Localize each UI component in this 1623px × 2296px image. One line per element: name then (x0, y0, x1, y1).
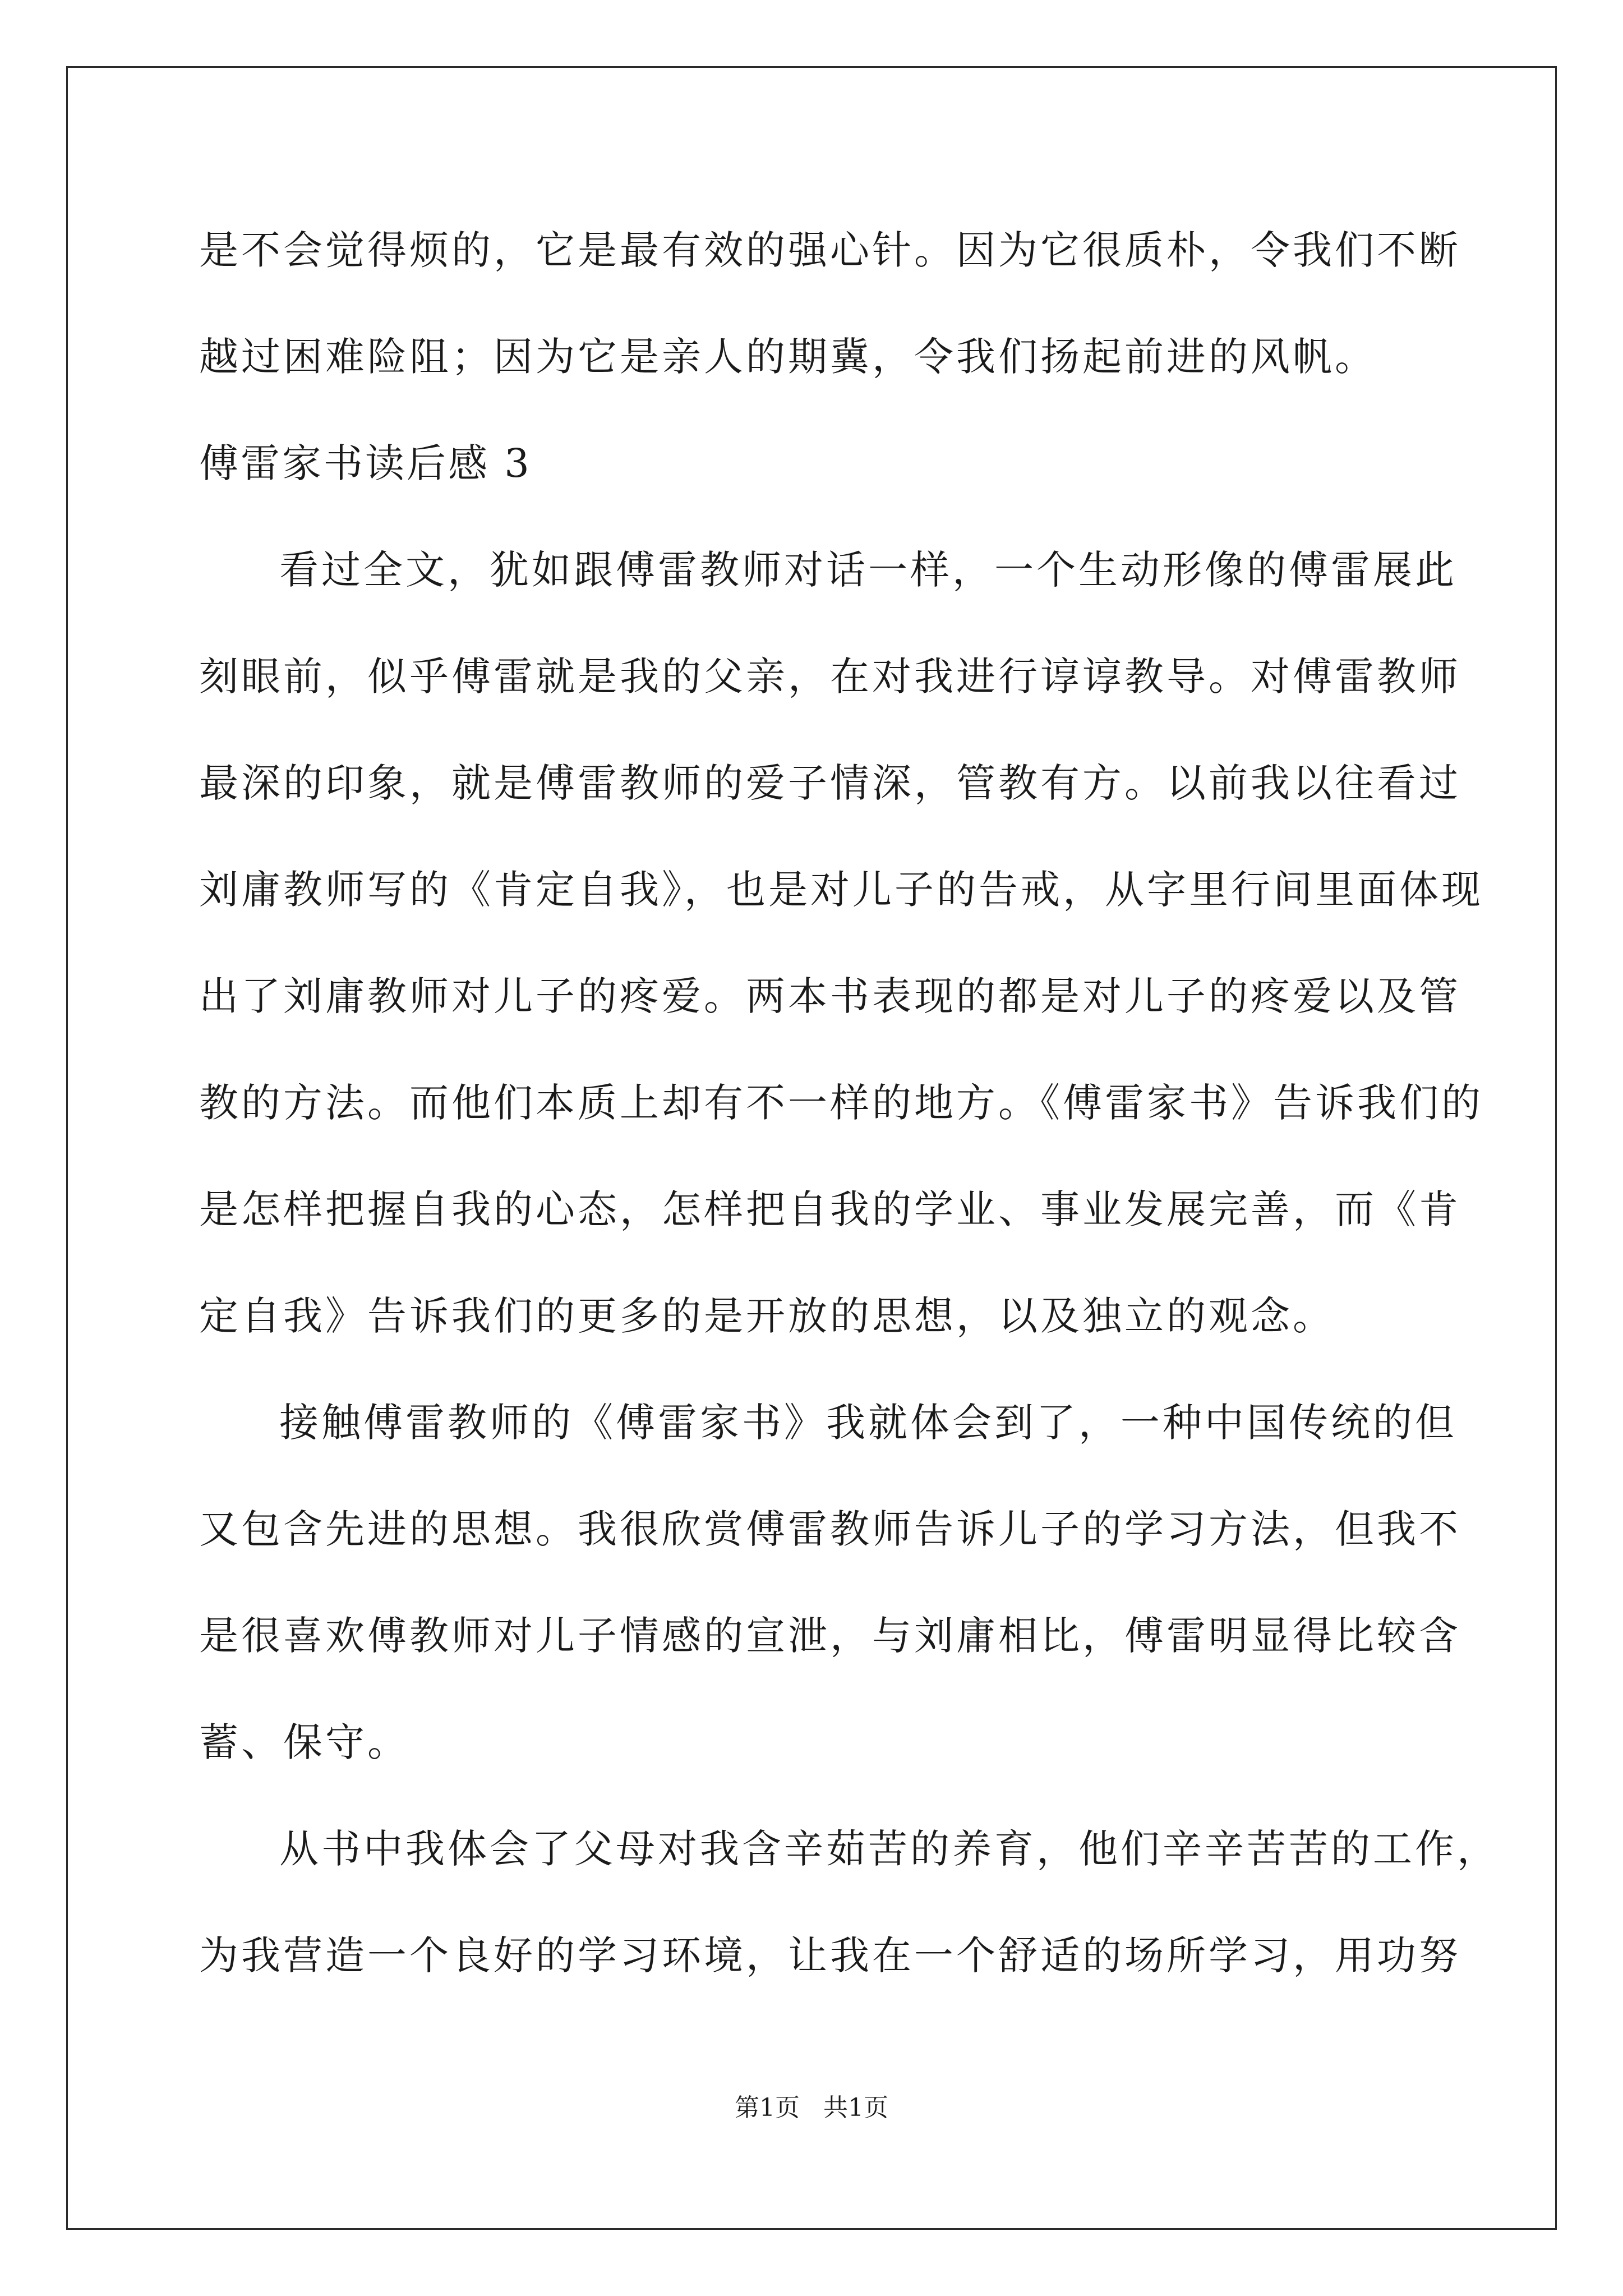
text-line: 是不会觉得烦的，它是最有效的强心针。因为它很质朴，令我们不断 (199, 227, 1461, 273)
text-line: 是怎样把握自我的心态，怎样把自我的学业、事业发展完善，而《肯 (199, 1186, 1461, 1232)
page-border (66, 66, 1557, 2230)
text-line: 教的方法。而他们本质上却有不一样的地方。《傅雷家书》告诉我们的 (199, 1080, 1483, 1126)
text-line: 最深的印象，就是傅雷教师的爱子情深，管教有方。以前我以往看过 (199, 760, 1461, 806)
text-line: 定自我》告诉我们的更多的是开放的思想，以及独立的观念。 (199, 1293, 1335, 1339)
paragraph-first-line: 看过全文，犹如跟傅雷教师对话一样，一个生动形像的傅雷展此 (279, 547, 1457, 593)
text-line: 越过困难险阻；因为它是亲人的期冀，令我们扬起前进的风帆。 (199, 334, 1377, 380)
paragraph-first-line: 从书中我体会了父母对我含辛茹苦的养育，他们辛辛苦苦的工作， (279, 1826, 1499, 1872)
text-line: 是很喜欢傅教师对儿子情感的宣泄，与刘庸相比，傅雷明显得比较含 (199, 1613, 1461, 1659)
paragraph-first-line: 接触傅雷教师的《傅雷家书》我就体会到了，一种中国传统的但 (279, 1400, 1457, 1446)
text-line: 刘庸教师写的《肯定自我》，也是对儿子的告戒，从字里行间里面体现 (199, 867, 1483, 913)
text-line: 为我营造一个良好的学习环境，让我在一个舒适的场所学习，用功努 (199, 1932, 1461, 1978)
text-line: 又包含先进的思想。我很欣赏傅雷教师告诉儿子的学习方法，但我不 (199, 1506, 1461, 1552)
text-line: 蓄、保守。 (199, 1719, 409, 1765)
text-line: 刻眼前，似乎傅雷就是我的父亲，在对我进行谆谆教导。对傅雷教师 (199, 654, 1461, 700)
section-title: 傅雷家书读后感 3 (199, 440, 532, 486)
text-line: 出了刘庸教师对儿子的疼爱。两本书表现的都是对儿子的疼爱以及管 (199, 973, 1461, 1019)
page-number-footer: 第1页 共1页 (735, 2093, 888, 2122)
